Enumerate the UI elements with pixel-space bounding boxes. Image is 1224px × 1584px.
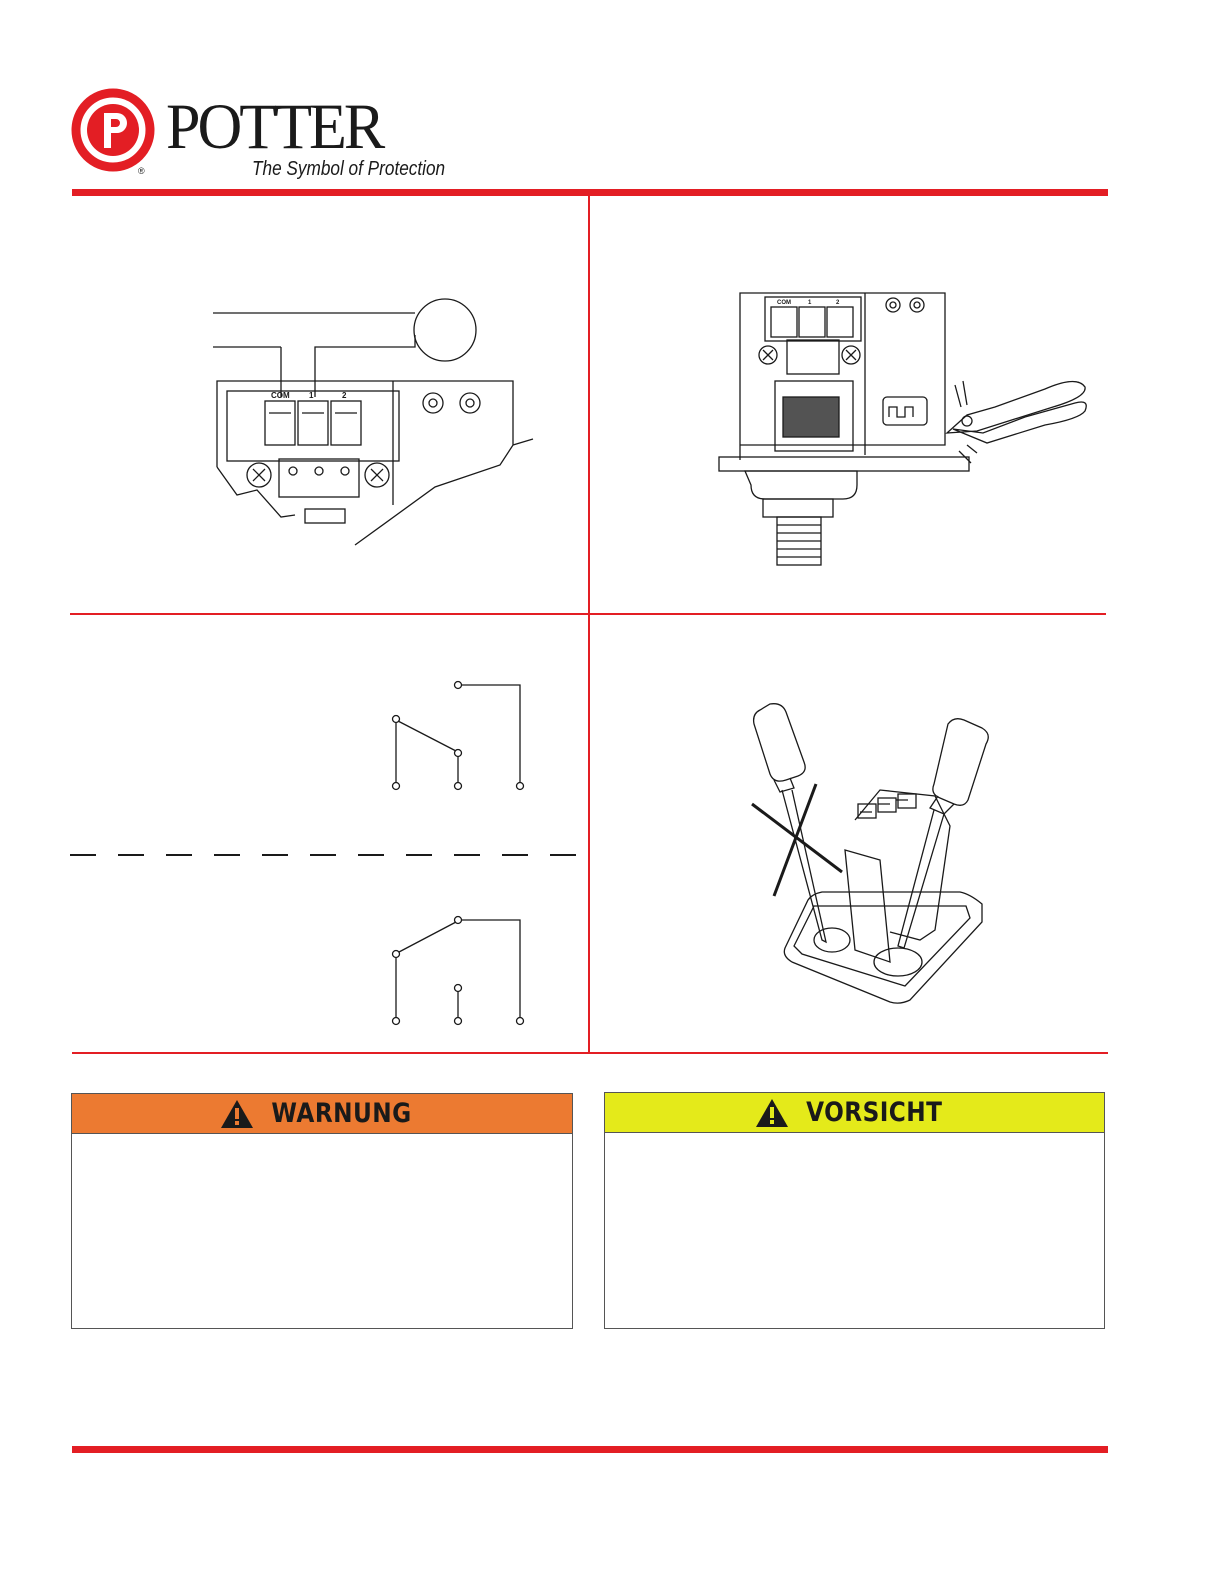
- figure-knockout-pliers: [715, 285, 1095, 570]
- potter-p-emblem-icon: [70, 86, 160, 176]
- caution-box: [604, 1092, 1105, 1329]
- warning-box: [71, 1093, 573, 1329]
- registered-mark: ®: [138, 166, 145, 176]
- section-divider: [72, 1052, 1108, 1054]
- figure-switch-schematic-normal: [380, 675, 530, 795]
- figure-switch-schematic-operated: [380, 908, 530, 1028]
- header-rule: [72, 189, 1108, 196]
- brand-name: POTTER: [166, 91, 383, 163]
- terminal-label-com: COM: [777, 300, 791, 306]
- terminal-label-com: COM: [271, 391, 290, 400]
- caution-header: [605, 1093, 1104, 1133]
- center-divider: [588, 196, 590, 1054]
- figure-screwdriver-knockout: [730, 700, 1000, 1005]
- figure-terminal-block: [195, 295, 540, 550]
- terminal-label-2: 2: [342, 391, 347, 400]
- terminal-label-1: 1: [309, 391, 314, 400]
- warning-triangle-icon: [755, 1098, 789, 1128]
- row-divider: [70, 613, 1106, 615]
- warning-header: [72, 1094, 572, 1134]
- potter-logo: [70, 86, 470, 186]
- warning-triangle-icon: [220, 1099, 254, 1129]
- footer-rule: [72, 1446, 1108, 1453]
- dashed-divider: [70, 850, 590, 860]
- caution-title: VORSICHT: [806, 1097, 943, 1128]
- terminal-label-2: 2: [836, 300, 840, 306]
- warning-title: WARNUNG: [271, 1098, 413, 1129]
- brand-tagline: The Symbol of Protection: [252, 158, 446, 180]
- terminal-label-1: 1: [808, 300, 812, 306]
